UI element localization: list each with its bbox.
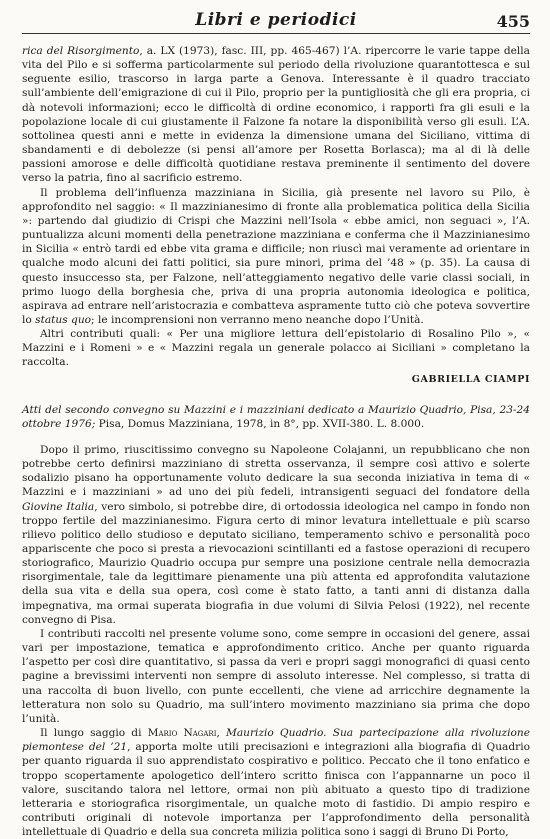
review2-paragraph-2: I contributi raccolti nel presente volume sono, come sempre in occasioni del genere, assai vari per impostazione, tematica e approfondimento critico. Anche per quanto riguarda l’aspetto per così dire quantitativo, si passa da veri e propri saggi monografici di quasi cento pagine a brevissimi interventi non sempre di assoluto interesse. Nel complesso, si tratta di una raccolta di buon livello, con punte eccellenti, che viene ad arricchire degnamente la letteratura non solo su Quadrio, ma sull’intero movimento mazziniano sia prima che dopo l’unità. <box>22 627 530 725</box>
page <box>22 10 530 839</box>
page-number: 455 <box>496 12 530 31</box>
running-title: Libri e periodici <box>195 10 357 30</box>
review2-paragraph-1: Dopo il primo, riuscitissimo convegno su Napoleone Colajanni, un repubblicano che non potrebbe certo definirsi mazziniano di stretta osservanza, il sempre così attivo e solerte sodalizio pisano ha opportunamente voluto dedicare la sua seconda iniziativa in tema di « Mazzini e i mazziniani » ad uno dei più fedeli, intransigenti seguaci del fondatore della Giovine Italia, vero simbolo, si potrebbe dire, di ortodossia ideologica nel campo in fondo non troppo fertile del mazzinianesimo. Figura certo di minor levatura intellettuale e più scarso rilievo politico dello studioso e deputato siciliano, temperamento schivo e personalità poco appariscente che poco si presta a rievocazioni scintillanti ed a fastose operazioni di recupero storiografico, Maurizio Quadrio occupa pur sempre una posizione centrale nella democrazia risorgimentale, tale da legittimare pienamente una più attenta ed approfondita valutazione della sua vita e della sua opera, così come è stato fatto, a tanti anni di distanza dalla impegnativa, ma ormai superata biografia in due volumi di Silvia Pelosi (1922), nel recente convegno di Pisa. <box>22 443 530 626</box>
reviewer-signature: GABRIELLA CIAMPI <box>411 373 530 385</box>
review1-paragraph-3: Altri contributi quali: « Per una migliore lettura dell’epistolario di Rosalino Pilo », « Mazzini e i Romeni » e « Mazzini regala un generale polacco ai Siciliani » completano la raccolta. <box>22 328 530 369</box>
review2-paragraph-3: Il lungo saggio di Mario Nagari, Maurizio Quadrio. Sua partecipazione alla rivoluzione piemontese del ’21, apporta molte utili precisazioni e integrazioni alla biografia di Quadrio per quanto riguarda il suo apprendistato cospirativo e politico. Peccato che il tono enfatico e troppo scopertamente apologetico dell’intero scritto finisca con l’appannarne un poco il valore, suscitando talora nel lettore, ormai non più abituato a questo tipo di tradizione letteraria e storiografica risorgimentale, un qualche moto di fastidio. Di ampio respiro e contributi originali di notevole importanza per l’approfondimento della personalità intellettuale di Quadrio e della sua concreta milizia politica sono i saggi di Bruno Di Porto, <box>22 727 530 839</box>
review1-paragraph-1: rica del Risorgimento, a. LX (1973), fasc. III, pp. 465-467) l’A. ripercorre le varie tappe della vita del Pilo e si sofferma particolarmente sul periodo della rivoluzione quarantottesca e sul seguente esilio, trascorso in larga parte a Genova. Interessante è il quadro tracciato sull’ambiente dell’emigrazione di cui il Pilo, proprio per la puntigliosità che gli era propria, ci dà notevoli informazioni; ecco le difficoltà di ordine economico, i rapporti fra gli esuli e la popolazione locale di cui giustamente il Falzone fa notare la disponibilità verso gli esuli. L’A. sottolinea questi anni e mette in evidenza la dimensione umana del Siciliano, vittima di sbandamenti e di debolezze (si pensi all’amore per Rosetta Borlasca); ma al di là delle passioni amorose e delle difficoltà quotidiane restava preminente il sentimento del dovere verso la patria, fino al sacrificio estremo. <box>22 45 530 185</box>
page-header <box>22 10 530 34</box>
review1-paragraph-2: Il problema dell’influenza mazziniana in Sicilia, già presente nel lavoro su Pilo, è approfondito nel saggio: « Il mazzinianesimo di fronte alla problematica politica della Sicilia »: partendo dal giudizio di Crispi che Mazzini nell’Isola « ebbe amici, non seguaci », l’A. puntualizza alcuni momenti della penetrazione mazziniana e conferma che il Mazzinianesimo in Sicilia « entrò tardi ed ebbe vita grama e difficile; non riuscì mai veramente ad orientare in qualche modo alcuni dei fatti politici, sia pure minori, prima del ’48 » (p. 35). La causa di questo insuccesso sta, per Falzone, nell’atteggiamento negativo delle varie classi sociali, in primo luogo della borghesia che, priva di una propria autonomia ideologica e politica, aspirava ad entrare nell’aristocrazia e combatteva aspramente tutto ciò che poteva sovvertire lo status quo; le incomprensioni non verranno meno neanche dopo l’Unità. <box>22 186 530 326</box>
review2-heading: Atti del secondo convegno su Mazzini e i mazziniani dedicato a Maurizio Quadrio, Pisa, 23-24 ottobre 1976; Pisa, Domus Mazziniana, 1978, in 8°, pp. XVII-380. L. 8.000. <box>22 403 530 430</box>
